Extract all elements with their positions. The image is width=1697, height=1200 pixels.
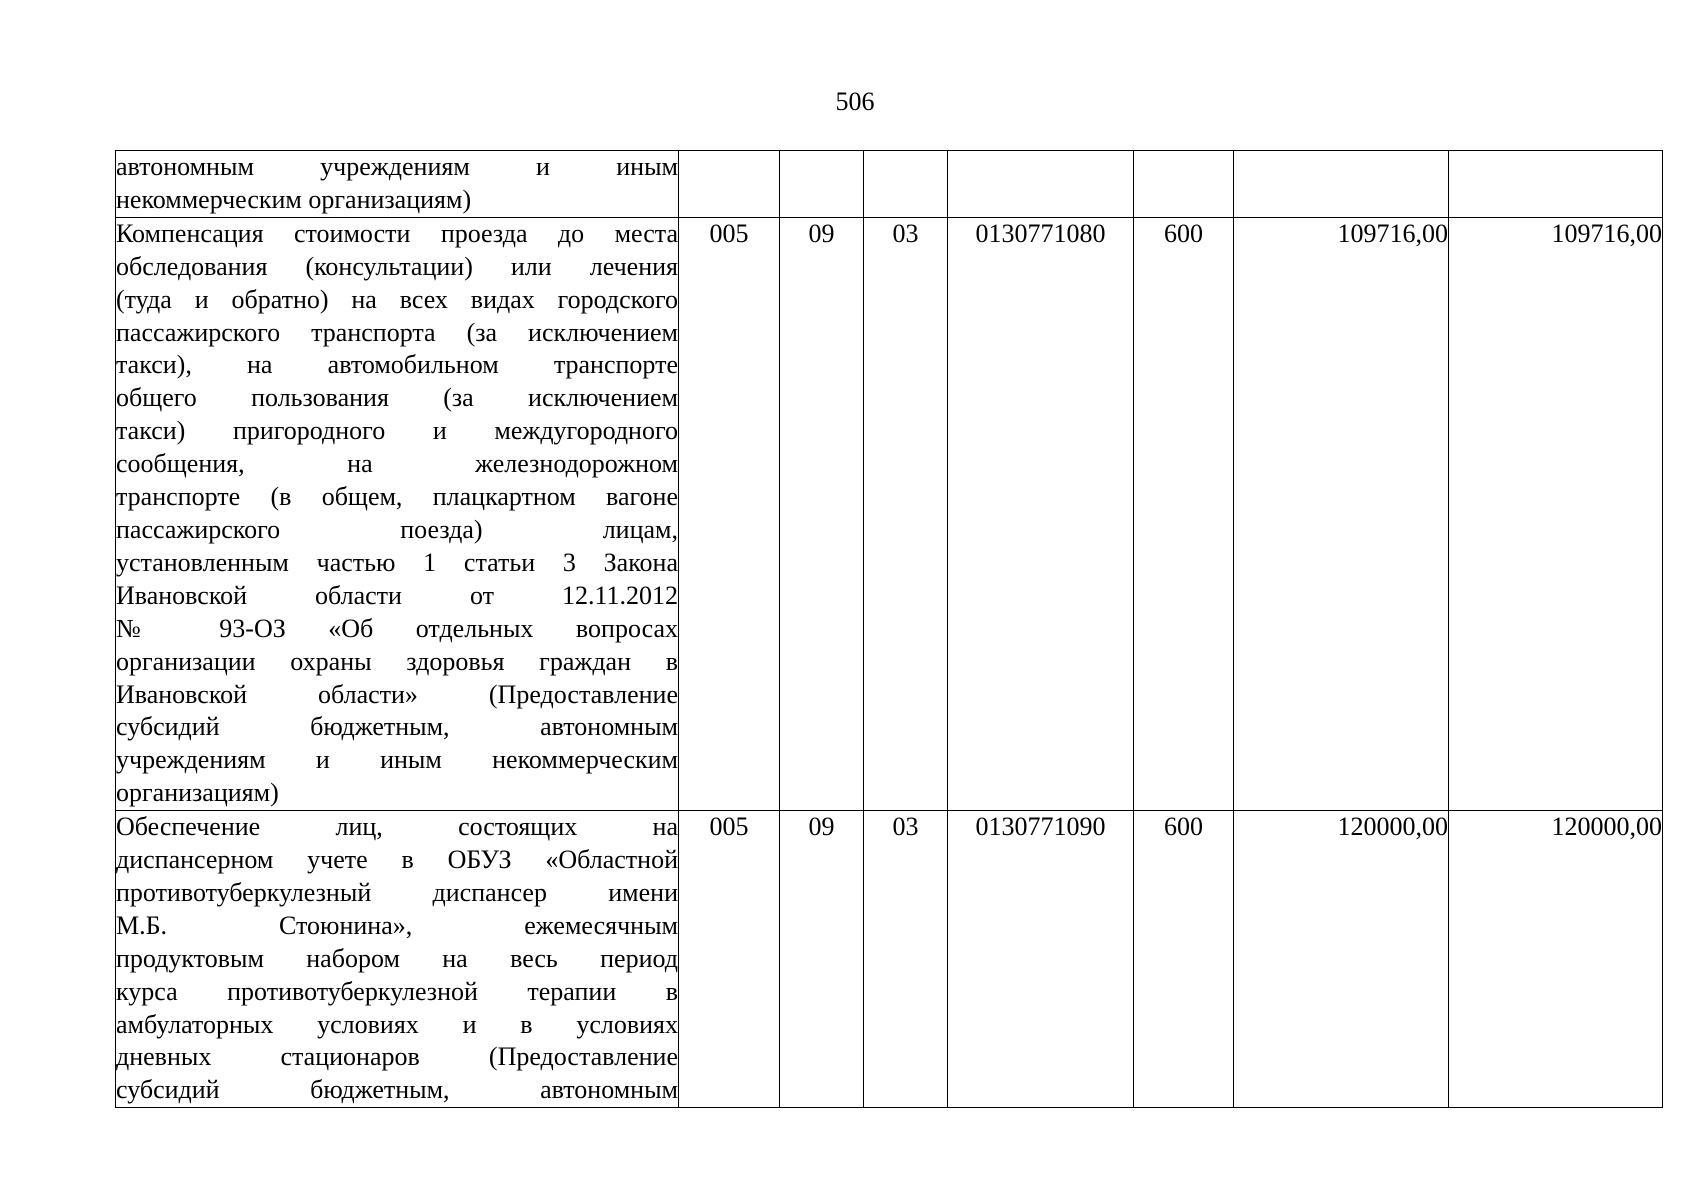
table-row — [116, 151, 1663, 218]
description-line: установленным частью 1 статьи 3 Закона — [116, 547, 678, 577]
cell-ministry-code: 005 — [679, 811, 780, 1108]
cell-amount-1: 120000,00 — [1234, 811, 1449, 1108]
description-line: общего пользования (за исключением — [116, 383, 678, 413]
description-line: противотуберкулезный диспансер имени — [116, 877, 678, 907]
description-line: продуктовым набором на весь период — [116, 943, 678, 973]
description-line: такси) пригородного и междугородного — [116, 416, 678, 446]
cell-section-code: 09 — [780, 811, 864, 1108]
page-number: 506 — [835, 87, 875, 116]
cell-description — [116, 217, 679, 810]
description-line: Обеспечение лиц, состоящих на — [116, 812, 678, 842]
description-line: обследования (консультации) или лечения — [116, 251, 678, 281]
description-line: М.Б. Стоюнина», ежемесячным — [116, 910, 678, 940]
description-line: пассажирского поезда) лицам, — [116, 514, 678, 544]
cell-amount-2 — [1449, 151, 1663, 218]
cell-section-code: 09 — [780, 217, 864, 810]
cell-amount-1 — [1234, 151, 1449, 218]
description-line: Ивановской области от 12.11.2012 — [116, 580, 678, 610]
description-line: учреждениям и иным некоммерческим — [116, 745, 678, 775]
cell-target-article — [948, 151, 1134, 218]
description-line: Компенсация стоимости проезда до места — [116, 218, 678, 248]
cell-amount-2: 120000,00 — [1449, 811, 1663, 1108]
description-line: некоммерческим организациям) — [116, 184, 472, 214]
description-line: дневных стационаров (Предоставление — [116, 1042, 678, 1072]
table-body — [116, 151, 1663, 1108]
cell-amount-2: 109716,00 — [1449, 217, 1663, 810]
cell-expense-type — [1134, 151, 1234, 218]
table-row — [116, 217, 1663, 810]
cell-section-code — [780, 151, 864, 218]
table-row — [116, 811, 1663, 1108]
cell-subsection-code: 03 — [864, 811, 948, 1108]
cell-ministry-code — [679, 151, 780, 218]
description-line: организации охраны здоровья граждан в — [116, 646, 678, 676]
description-line: пассажирского транспорта (за исключением — [116, 317, 678, 347]
cell-ministry-code: 005 — [679, 217, 780, 810]
description-line: сообщения, на железнодорожном — [116, 449, 678, 479]
description-line: № 93-ОЗ «Об отдельных вопросах — [116, 613, 678, 643]
cell-target-article: 0130771090 — [948, 811, 1134, 1108]
description-line: Ивановской области» (Предоставление — [116, 679, 678, 709]
cell-subsection-code: 03 — [864, 217, 948, 810]
description-line: организациям) — [116, 778, 279, 808]
cell-subsection-code — [864, 151, 948, 218]
description-line: (туда и обратно) на всех видах городского — [116, 284, 678, 314]
description-line: автономным учреждениям и иным — [116, 152, 678, 181]
description-line: транспорте (в общем, плацкартном вагоне — [116, 482, 678, 512]
description-line: такси), на автомобильном транспорте — [116, 350, 678, 380]
cell-amount-1: 109716,00 — [1234, 217, 1449, 810]
cell-description — [116, 151, 679, 218]
budget-table — [115, 150, 1663, 1108]
description-line: субсидий бюджетным, автономным — [116, 712, 678, 742]
description-line: диспансерном учете в ОБУЗ «Областной — [116, 845, 678, 875]
description-line: субсидий бюджетным, автономным — [116, 1075, 678, 1105]
cell-target-article: 0130771080 — [948, 217, 1134, 810]
description-line: амбулаторных условиях и в условиях — [116, 1009, 678, 1039]
description-line: курса противотуберкулезной терапии в — [116, 976, 678, 1006]
cell-expense-type: 600 — [1134, 217, 1234, 810]
cell-expense-type: 600 — [1134, 811, 1234, 1108]
cell-description — [116, 811, 679, 1108]
